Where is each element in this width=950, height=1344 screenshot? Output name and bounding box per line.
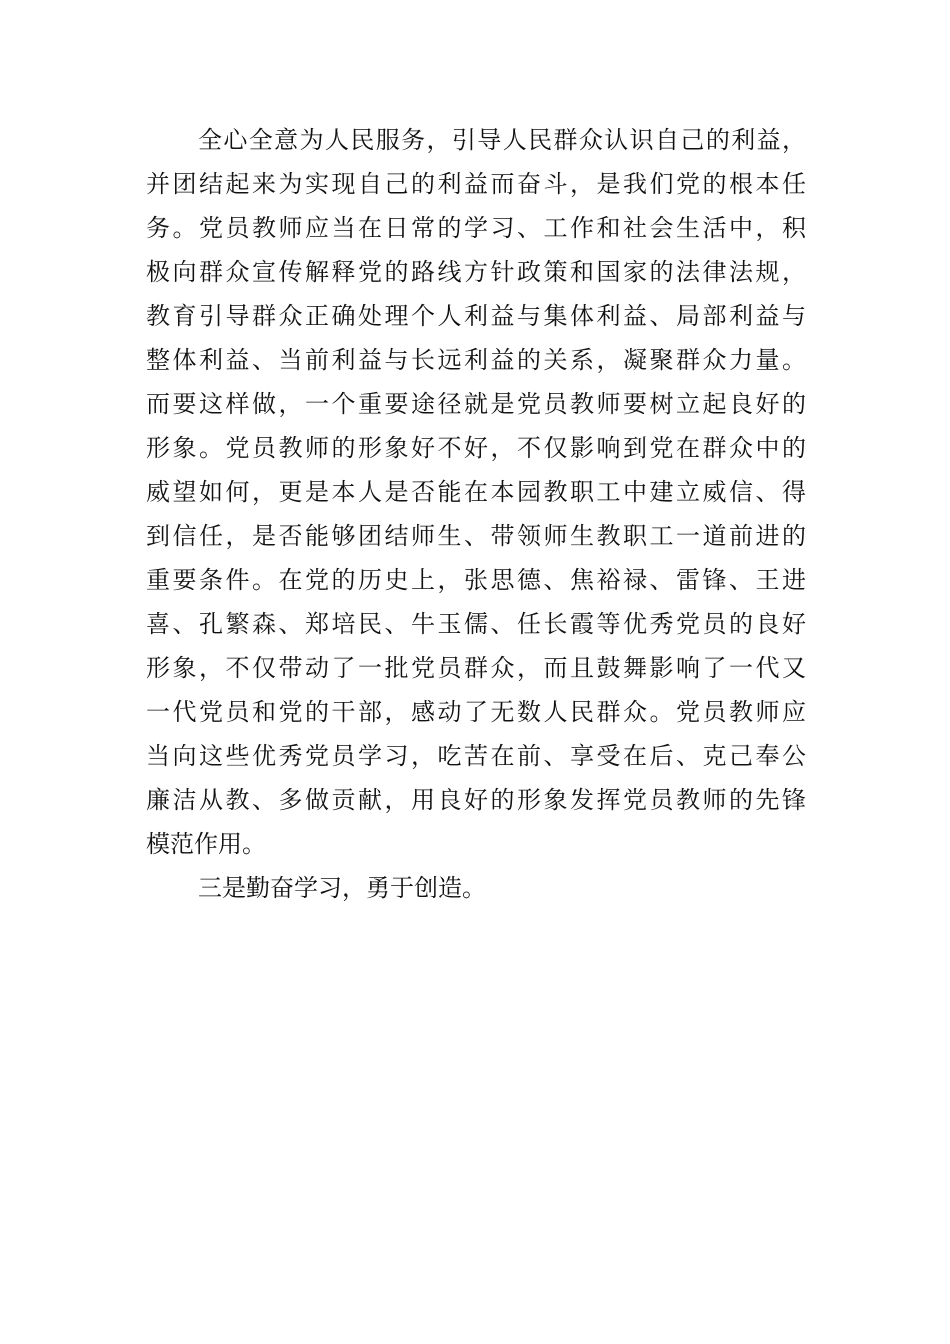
paragraph-line: 并团结起来为实现自己的利益而奋斗，是我们党的根本任 [146,170,806,198]
paragraph-1 [146,118,806,866]
paragraph-line: 整体利益、当前利益与长远利益的关系，凝聚群众力量。 [146,346,806,374]
paragraph-2 [146,866,806,910]
paragraph-line: 模范作用。 [146,830,266,858]
paragraph-line: 威望如何，更是本人是否能在本园教职工中建立威信、得 [146,478,806,506]
paragraph-line: 而要这样做，一个重要途径就是党员教师要树立起良好的 [146,390,806,418]
paragraph-line: 形象，不仅带动了一批党员群众，而且鼓舞影响了一代又 [146,654,806,682]
paragraph-line: 一代党员和党的干部，感动了无数人民群众。党员教师应 [146,698,806,726]
paragraph-line: 极向群众宣传解释党的路线方针政策和国家的法律法规， [146,258,806,286]
paragraph-line: 三是勤奋学习，勇于创造。 [198,874,486,902]
paragraph-line: 到信任，是否能够团结师生、带领师生教职工一道前进的 [146,522,806,550]
paragraph-line: 全心全意为人民服务，引导人民群众认识自己的利益， [198,126,806,154]
paragraph-line: 喜、孔繁森、郑培民、牛玉儒、任长霞等优秀党员的良好 [146,610,806,638]
paragraph-line: 当向这些优秀党员学习，吃苦在前、享受在后、克己奉公 [146,742,806,770]
paragraph-line: 务。党员教师应当在日常的学习、工作和社会生活中，积 [146,214,806,242]
document-body [146,118,806,910]
paragraph-line: 教育引导群众正确处理个人利益与集体利益、局部利益与 [146,302,806,330]
paragraph-line: 廉洁从教、多做贡献，用良好的形象发挥党员教师的先锋 [146,786,806,814]
paragraph-line: 形象。党员教师的形象好不好，不仅影响到党在群众中的 [146,434,806,462]
paragraph-line: 重要条件。在党的历史上，张思德、焦裕禄、雷锋、王进 [146,566,806,594]
